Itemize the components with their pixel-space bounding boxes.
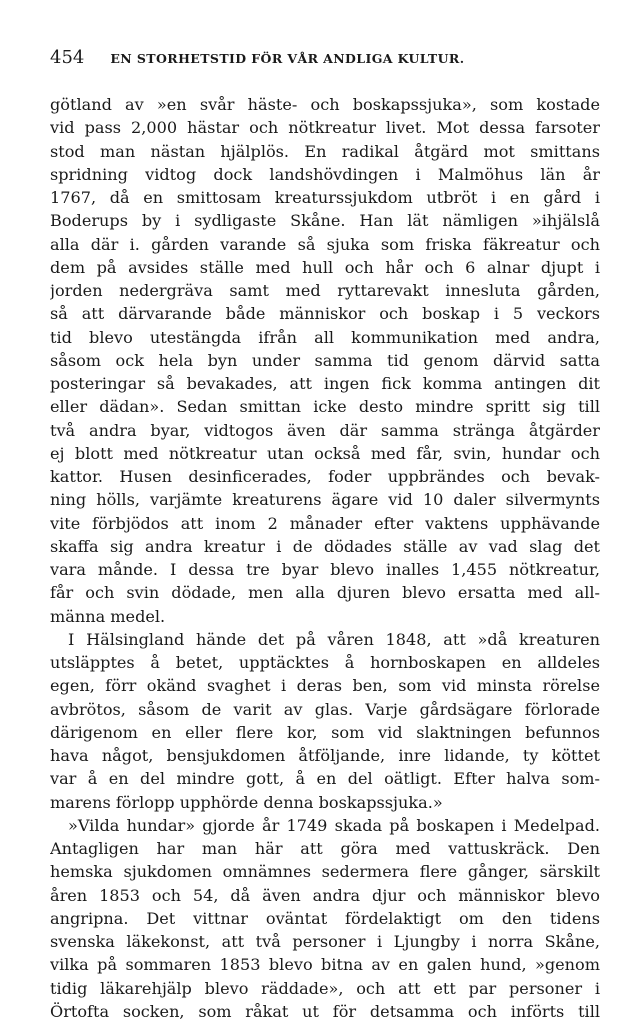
page-number: 454 (50, 47, 85, 68)
running-head (50, 47, 610, 69)
text-line: egen, förr okänd svaghet i deras ben, som vid minsta rörelse (50, 676, 600, 696)
text-line: posteringar så bevakades, att ingen fick komma antingen dit (50, 374, 600, 393)
text-line: ning hölls, varjämte kreaturens ägare vid 10 daler silvermynts (50, 490, 600, 510)
text-line: jorden nedergräva samt med ryttarevakt innesluta gården, (50, 281, 600, 300)
paragraph-2 (50, 628, 600, 814)
text-line: vite förbjödos att inom 2 månader efter vaktens upphävande (50, 513, 600, 533)
text-line: två andra byar, vidtogos även där samma stränga åtgärder (50, 420, 600, 440)
text-line: svenska läkekonst, att två personer i Ljungby i norra Skåne, (50, 932, 600, 951)
text-line: »Vilda hundar» gjorde år 1749 skada på boskapen i Medelpad. (68, 815, 600, 835)
text-line: Boderups by i sydligaste Skåne. Han lät nämligen »ihjälslå (50, 211, 600, 231)
paragraph-1 (50, 93, 600, 628)
running-title: EN STORHETSTID FÖR VÅR ANDLIGA KULTUR. (110, 51, 465, 66)
text-line: vid pass 2,000 hästar och nötkreatur livet. Mot dessa farsoter (50, 118, 600, 138)
text-line: götland av »en svår häste- och boskapssjuka», som kostade (50, 95, 600, 114)
text-line: eller dädan». Sedan smittan icke desto mindre spritt sig till (50, 397, 600, 417)
text-line: stod man nästan hjälplös. En radikal åtgärd mot smittans (50, 141, 600, 161)
text-line: får och svin dödade, men alla djuren blevo ersatta med all- (50, 583, 600, 603)
text-line: skaffa sig andra kreatur i de dödades ställe av vad slag det (50, 536, 600, 556)
text-line: hemska sjukdomen omnämnes sedermera flere gånger, särskilt (50, 862, 600, 882)
text-line: angripna. Det vittnar oväntat fördelaktigt om den tidens (50, 908, 600, 928)
text-line: vara månde. I dessa tre byar blevo inalles 1,455 nötkreatur, (50, 560, 600, 579)
text-line: Örtofta socken, som råkat ut för detsamma och införts till (50, 1001, 600, 1021)
text-line: åren 1853 och 54, då även andra djur och människor blevo (50, 885, 600, 905)
text-line: därigenom en eller flere kor, som vid slaktningen befunnos (50, 722, 600, 742)
text-line: dem på avsides ställe med hull och hår och 6 alnar djupt i (50, 257, 600, 277)
text-line: marens förlopp upphörde denna boskapssjuka.» (50, 792, 443, 812)
text-line: avbrötos, såsom de varit av glas. Varje gårdsägare förlorade (50, 699, 600, 719)
text-line: 1767, då en smittosam kreaturssjukdom utbröt i en gård i (50, 188, 600, 207)
text-line: alla där i. gården varande så sjuka som friska fäkreatur och (50, 234, 600, 254)
text-line: utsläpptes å betet, upptäcktes å hornboskapen en alldeles (50, 653, 600, 672)
text-line: så att därvarande både människor och boskap i 5 veckors (50, 304, 600, 324)
text-line: vilka på sommaren 1853 blevo bitna av en galen hund, »genom (50, 955, 600, 975)
text-line: männa medel. (50, 606, 166, 626)
text-line: kattor. Husen desinficerades, foder uppbrändes och bevak- (50, 467, 600, 486)
text-line: Antagligen har man här att göra med vattuskräck. Den (50, 839, 600, 858)
text-line: såsom ock hela byn under samma tid genom därvid satta (50, 350, 600, 370)
text-line: spridning vidtog dock landshövdingen i Malmöhus län år (50, 164, 600, 184)
text-line: ej blott med nötkreatur utan också med får, svin, hundar och (50, 443, 600, 463)
body-text (50, 93, 600, 1023)
text-line: tid blevo utestängda ifrån all kommunikation med andra, (50, 327, 600, 347)
text-line: var å en del mindre gott, å en del oätligt. Efter halva som- (50, 769, 600, 789)
text-line: tidig läkarehjälp blevo räddade», och att ett par personer i (50, 978, 600, 998)
paragraph-3 (50, 814, 600, 1023)
text-line: hava något, bensjukdomen åtföljande, inre lidande, ty köttet (50, 746, 600, 765)
text-line: I Hälsingland hände det på våren 1848, att »då kreaturen (68, 629, 600, 649)
